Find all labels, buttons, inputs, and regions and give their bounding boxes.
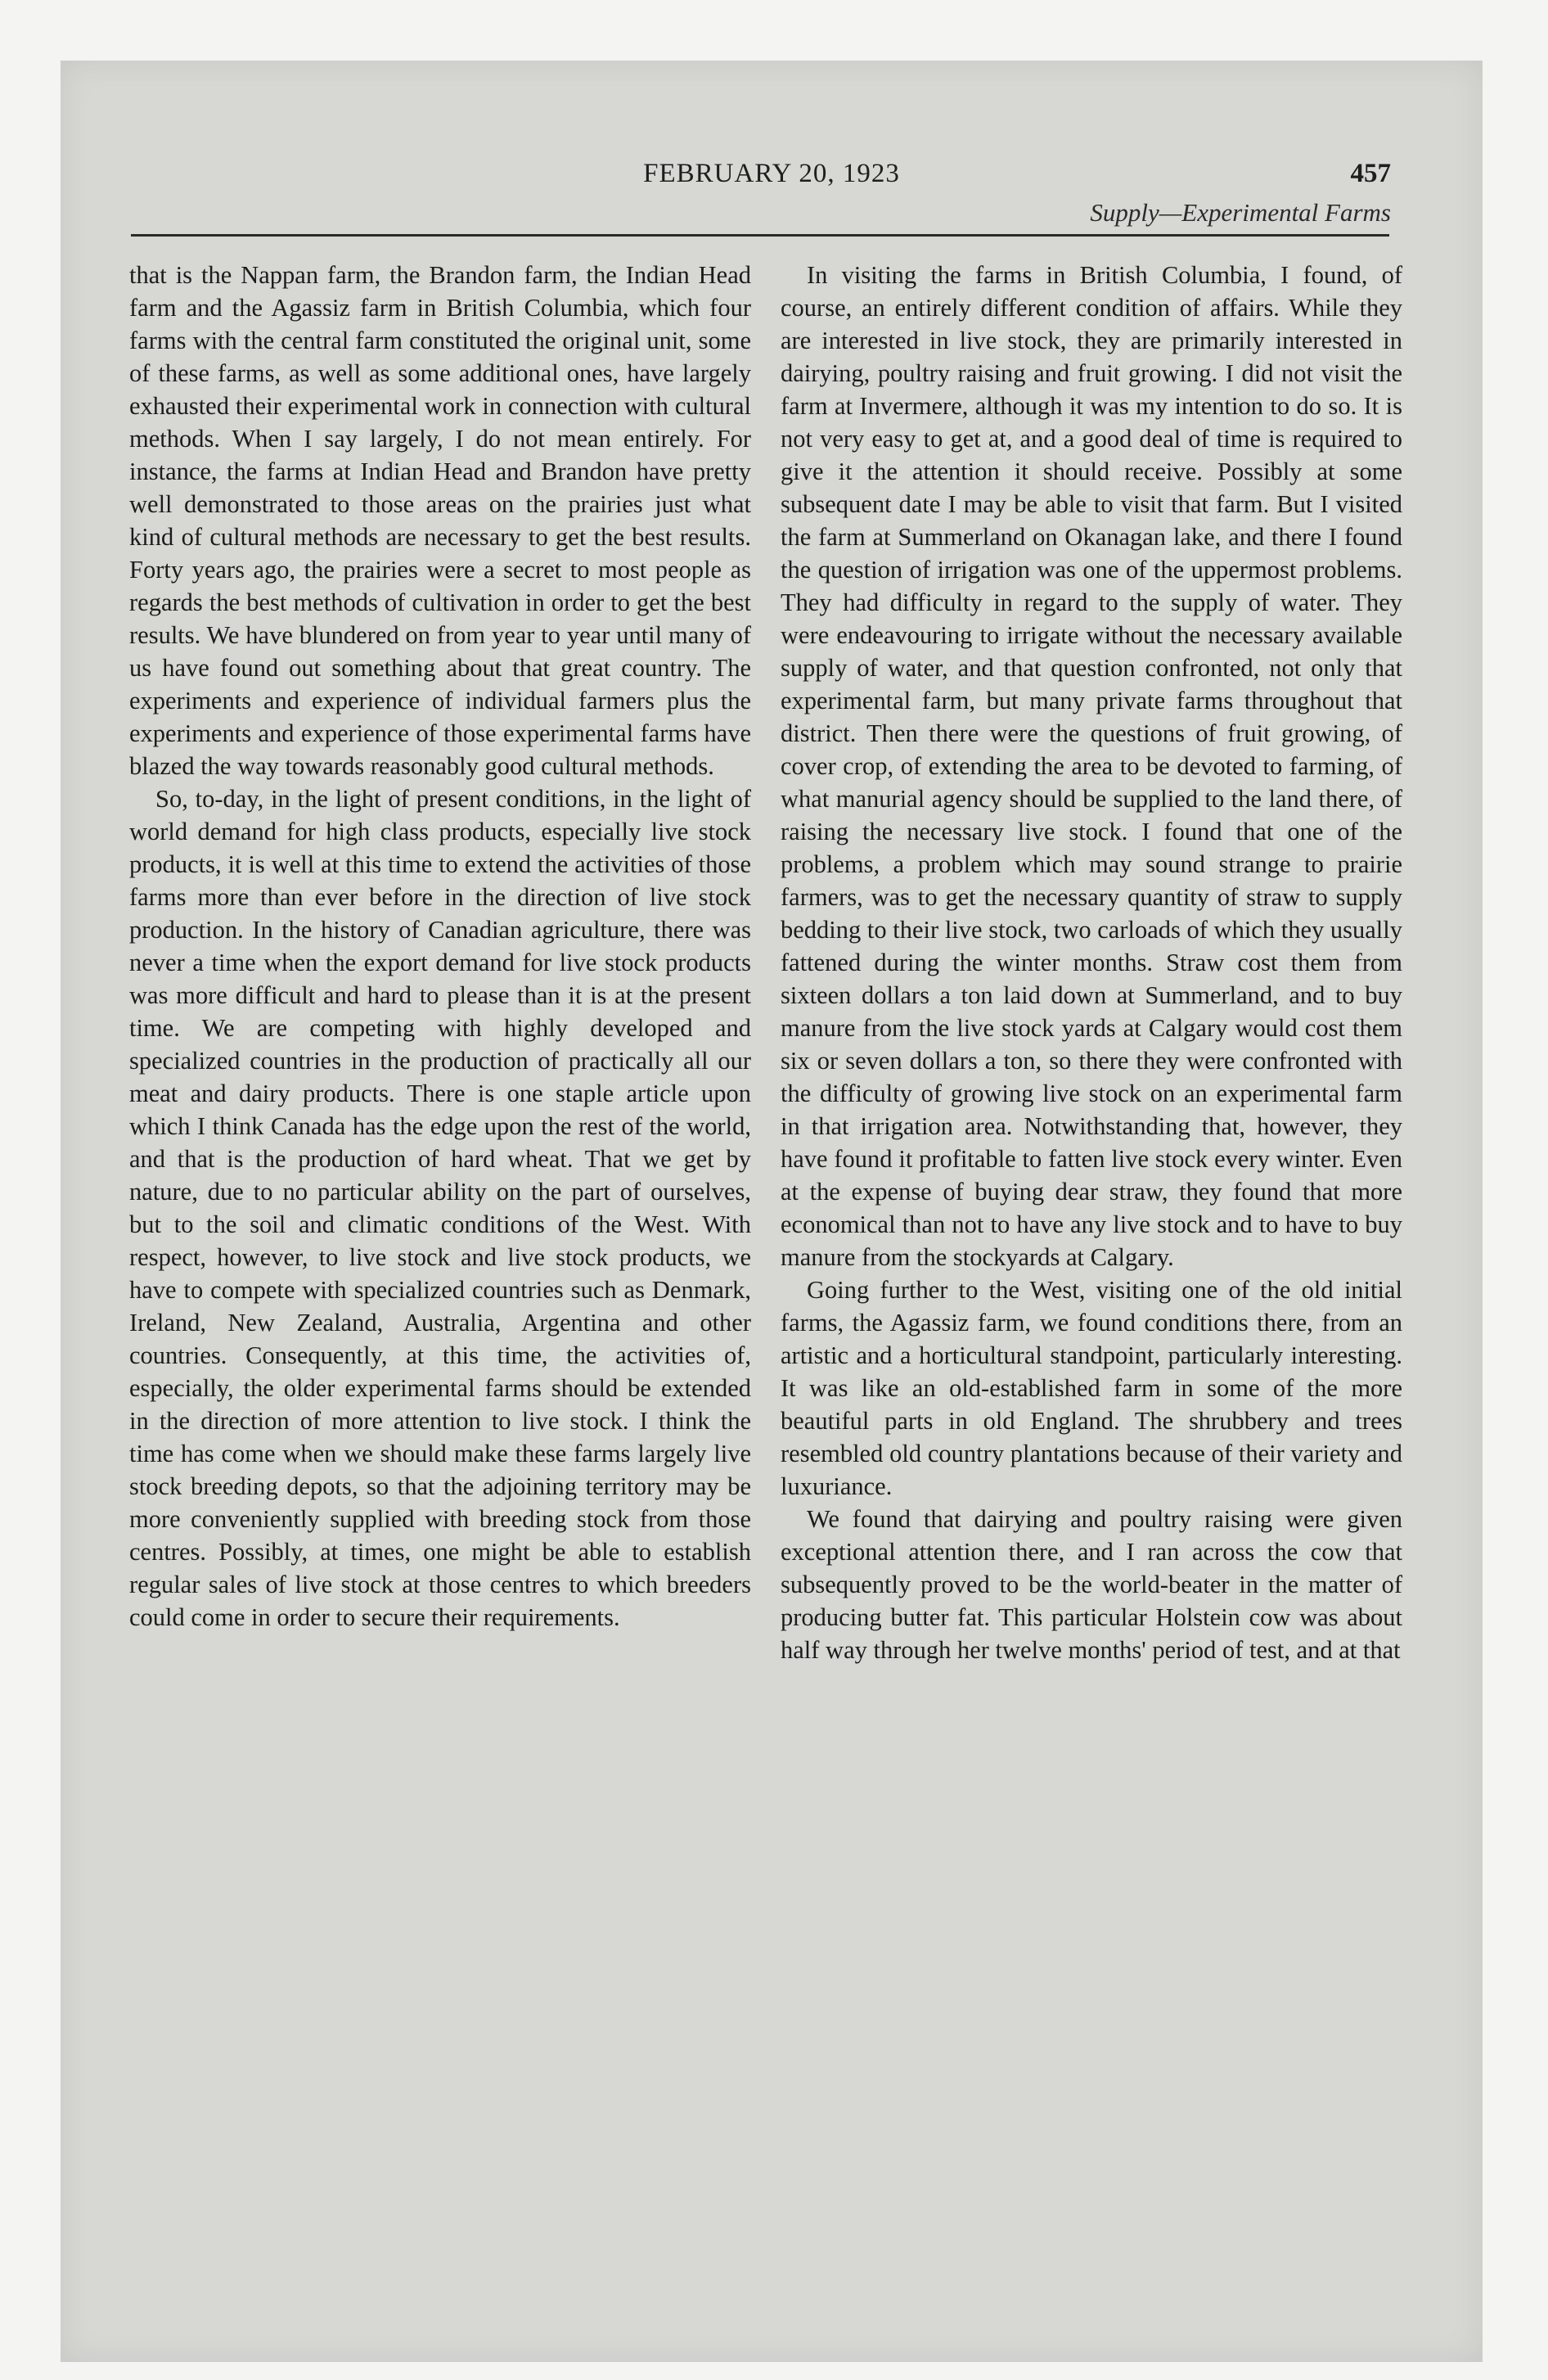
right-paragraph-1: In visiting the farms in British Columbia, I found, of course, an entirely different condition of affairs. While they are interested in live stock, they are primarily interested in dairying, poultry raising and fruit growing. I did not visit the farm at Invermere, although it was my intention to do so. It is not very easy to get at, and a good deal of time is required to give it the attention it should receive. Possibly at some subsequent date I may be able to visit that farm. But I visited the farm at Summerland on Okanagan lake, and there I found the question of irrigation was one of the uppermost problems. They had difficulty in regard to the supply of water. They were endeavouring to irrigate without the necessary available supply of water, and that question confronted, not only that experimental farm, but many private farms throughout that district. Then there were the questions of fruit growing, of cover crop, of extending the area to be devoted to farming, of what manurial agency should be supplied to the land there, of raising the necessary live stock. I found that one of the problems, a problem which may sound strange to prairie farmers, was to get the necessary quantity of straw to supply bedding to their live stock, two carloads of which they usually fattened during the winter months. Straw cost them from sixteen dollars a ton laid down at Summerland, and to buy manure from the live stock yards at Calgary would cost them six or seven dollars a ton, so there they were confronted with the difficulty of growing live stock on an experimental farm in that irrigation area. Notwithstanding that, however, they have found it profitable to fatten live stock every winter. Even at the expense of buying dear straw, they found that more economical than not to have any live stock and to have to buy manure from the stockyards at Calgary. <box>781 261 1402 1271</box>
left-paragraph-1: that is the Nappan farm, the Brandon farm, the Indian Head farm and the Agassiz farm in British Columbia, which four farms with the central farm constituted the original unit, some of these farms, as well as some additional ones, have largely exhausted their experimental work in connection with cultural methods. When I say largely, I do not mean entirely. For instance, the farms at Indian Head and Brandon have pretty well demonstrated to those areas on the prairies just what kind of cultural methods are necessary to get the best results. Forty years ago, the prairies were a secret to most people as regards the best methods of cultivation in order to get the best results. We have blundered on from year to year until many of us have found out something about that great country. The experiments and experience of individual farmers plus the experiments and experience of those experimental farms have blazed the way towards reasonably good cultural methods. <box>129 261 751 780</box>
header-date: FEBRUARY 20, 1923 <box>643 159 900 188</box>
left-paragraph-2: So, to-day, in the light of present conditions, in the light of world demand for high class products, especially live stock products, it is well at this time to extend the activities of those farms more than ever before in the direction of live stock production. In the history of Canadian agriculture, there was never a time when the export demand for live stock products was more difficult and hard to please than it is at the present time. We are competing with highly developed and specialized countries in the production of practically all our meat and dairy products. There is one staple article upon which I think Canada has the edge upon the rest of the world, and that is the production of hard wheat. That we get by nature, due to no particular ability on the part of ourselves, but to the soil and climatic conditions of the West. With respect, however, to live stock and live stock products, we have to compete with specialized countries such as Denmark, Ireland, New Zealand, Australia, Argentina and other countries. Consequently, at this time, the activities of, especially, the older experimental farms should be extended in the direction of more attention to live stock. I think the time has come when we should make these farms largely live stock breeding depots, so that the adjoining territory may be more conveniently supplied with breeding stock from those centres. Possibly, at times, one might be able to establish regular sales of live stock at those centres to which breeders could come in order to secure their requirements. <box>129 785 751 1631</box>
left-column <box>129 259 751 1634</box>
right-column <box>781 259 1402 1666</box>
right-paragraph-3: We found that dairying and poultry raising were given exceptional attention there, and I ran across the cow that subsequently proved to be the world-beater in the matter of producing butter fat. This particular Holstein cow was about half way through her twelve months' period of test, and at that <box>781 1505 1402 1664</box>
document-page <box>61 61 1483 2362</box>
page-number: 457 <box>1350 159 1391 188</box>
running-subtitle: Supply—Experimental Farms <box>1090 198 1391 227</box>
right-paragraph-2: Going further to the West, visiting one of the old initial farms, the Agassiz farm, we found conditions there, from an artistic and a horticultural standpoint, particularly interesting. It was like an old-established farm in some of the more beautiful parts in old England. The shrubbery and trees resembled old country plantations because of their variety and luxuriance. <box>781 1276 1402 1500</box>
header-rule <box>131 234 1389 237</box>
